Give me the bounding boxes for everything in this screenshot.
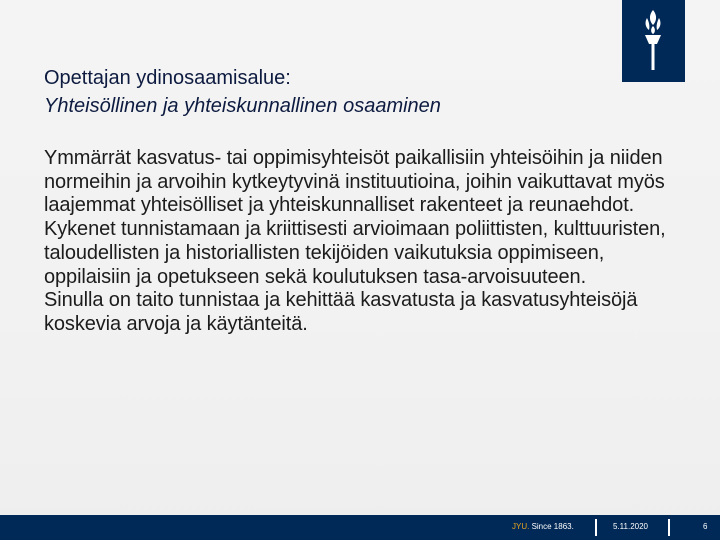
footer-date: 5.11.2020 [613, 522, 648, 531]
page-number: 6 [703, 522, 708, 531]
title-line-2: Yhteisöllinen ja yhteiskunnallinen osaaminen [44, 95, 441, 117]
footer-separator [668, 519, 670, 536]
paragraph-3: Sinulla on taito tunnistaa ja kehittää kasvatusta ja kasvatusyhteisöjä koskevia arvoja ja käytänteitä. [44, 289, 638, 335]
footer-separator [595, 519, 597, 536]
title-line-1: Opettajan ydinosaamisalue: [44, 67, 291, 89]
paragraph-1: Ymmärrät kasvatus- tai oppimisyhteisöt paikallisiin yhteisöihin ja niiden normeihin ja arvoihin kytkeytyvinä instituutioina, joihin vaikuttavat myös laajemmat yhteisölliset ja yhteiskunnalliset rakenteet ja reunaehdot. [44, 147, 665, 217]
footer-brand [512, 522, 574, 532]
slide-title [44, 64, 644, 120]
since-text: Since 1863. [529, 522, 574, 531]
slide-body [44, 147, 684, 337]
jyu-wordmark: JYU. [512, 522, 530, 531]
paragraph-2: Kykenet tunnistamaan ja kriittisesti arvioimaan poliittisten, kulttuuristen, taloudellisten ja historiallisten tekijöiden vaikutuksia oppimiseen, oppilaisiin ja opetukseen sekä koulutuksen tasa-arvoisuuteen. [44, 218, 666, 288]
footer-bar [0, 515, 720, 540]
